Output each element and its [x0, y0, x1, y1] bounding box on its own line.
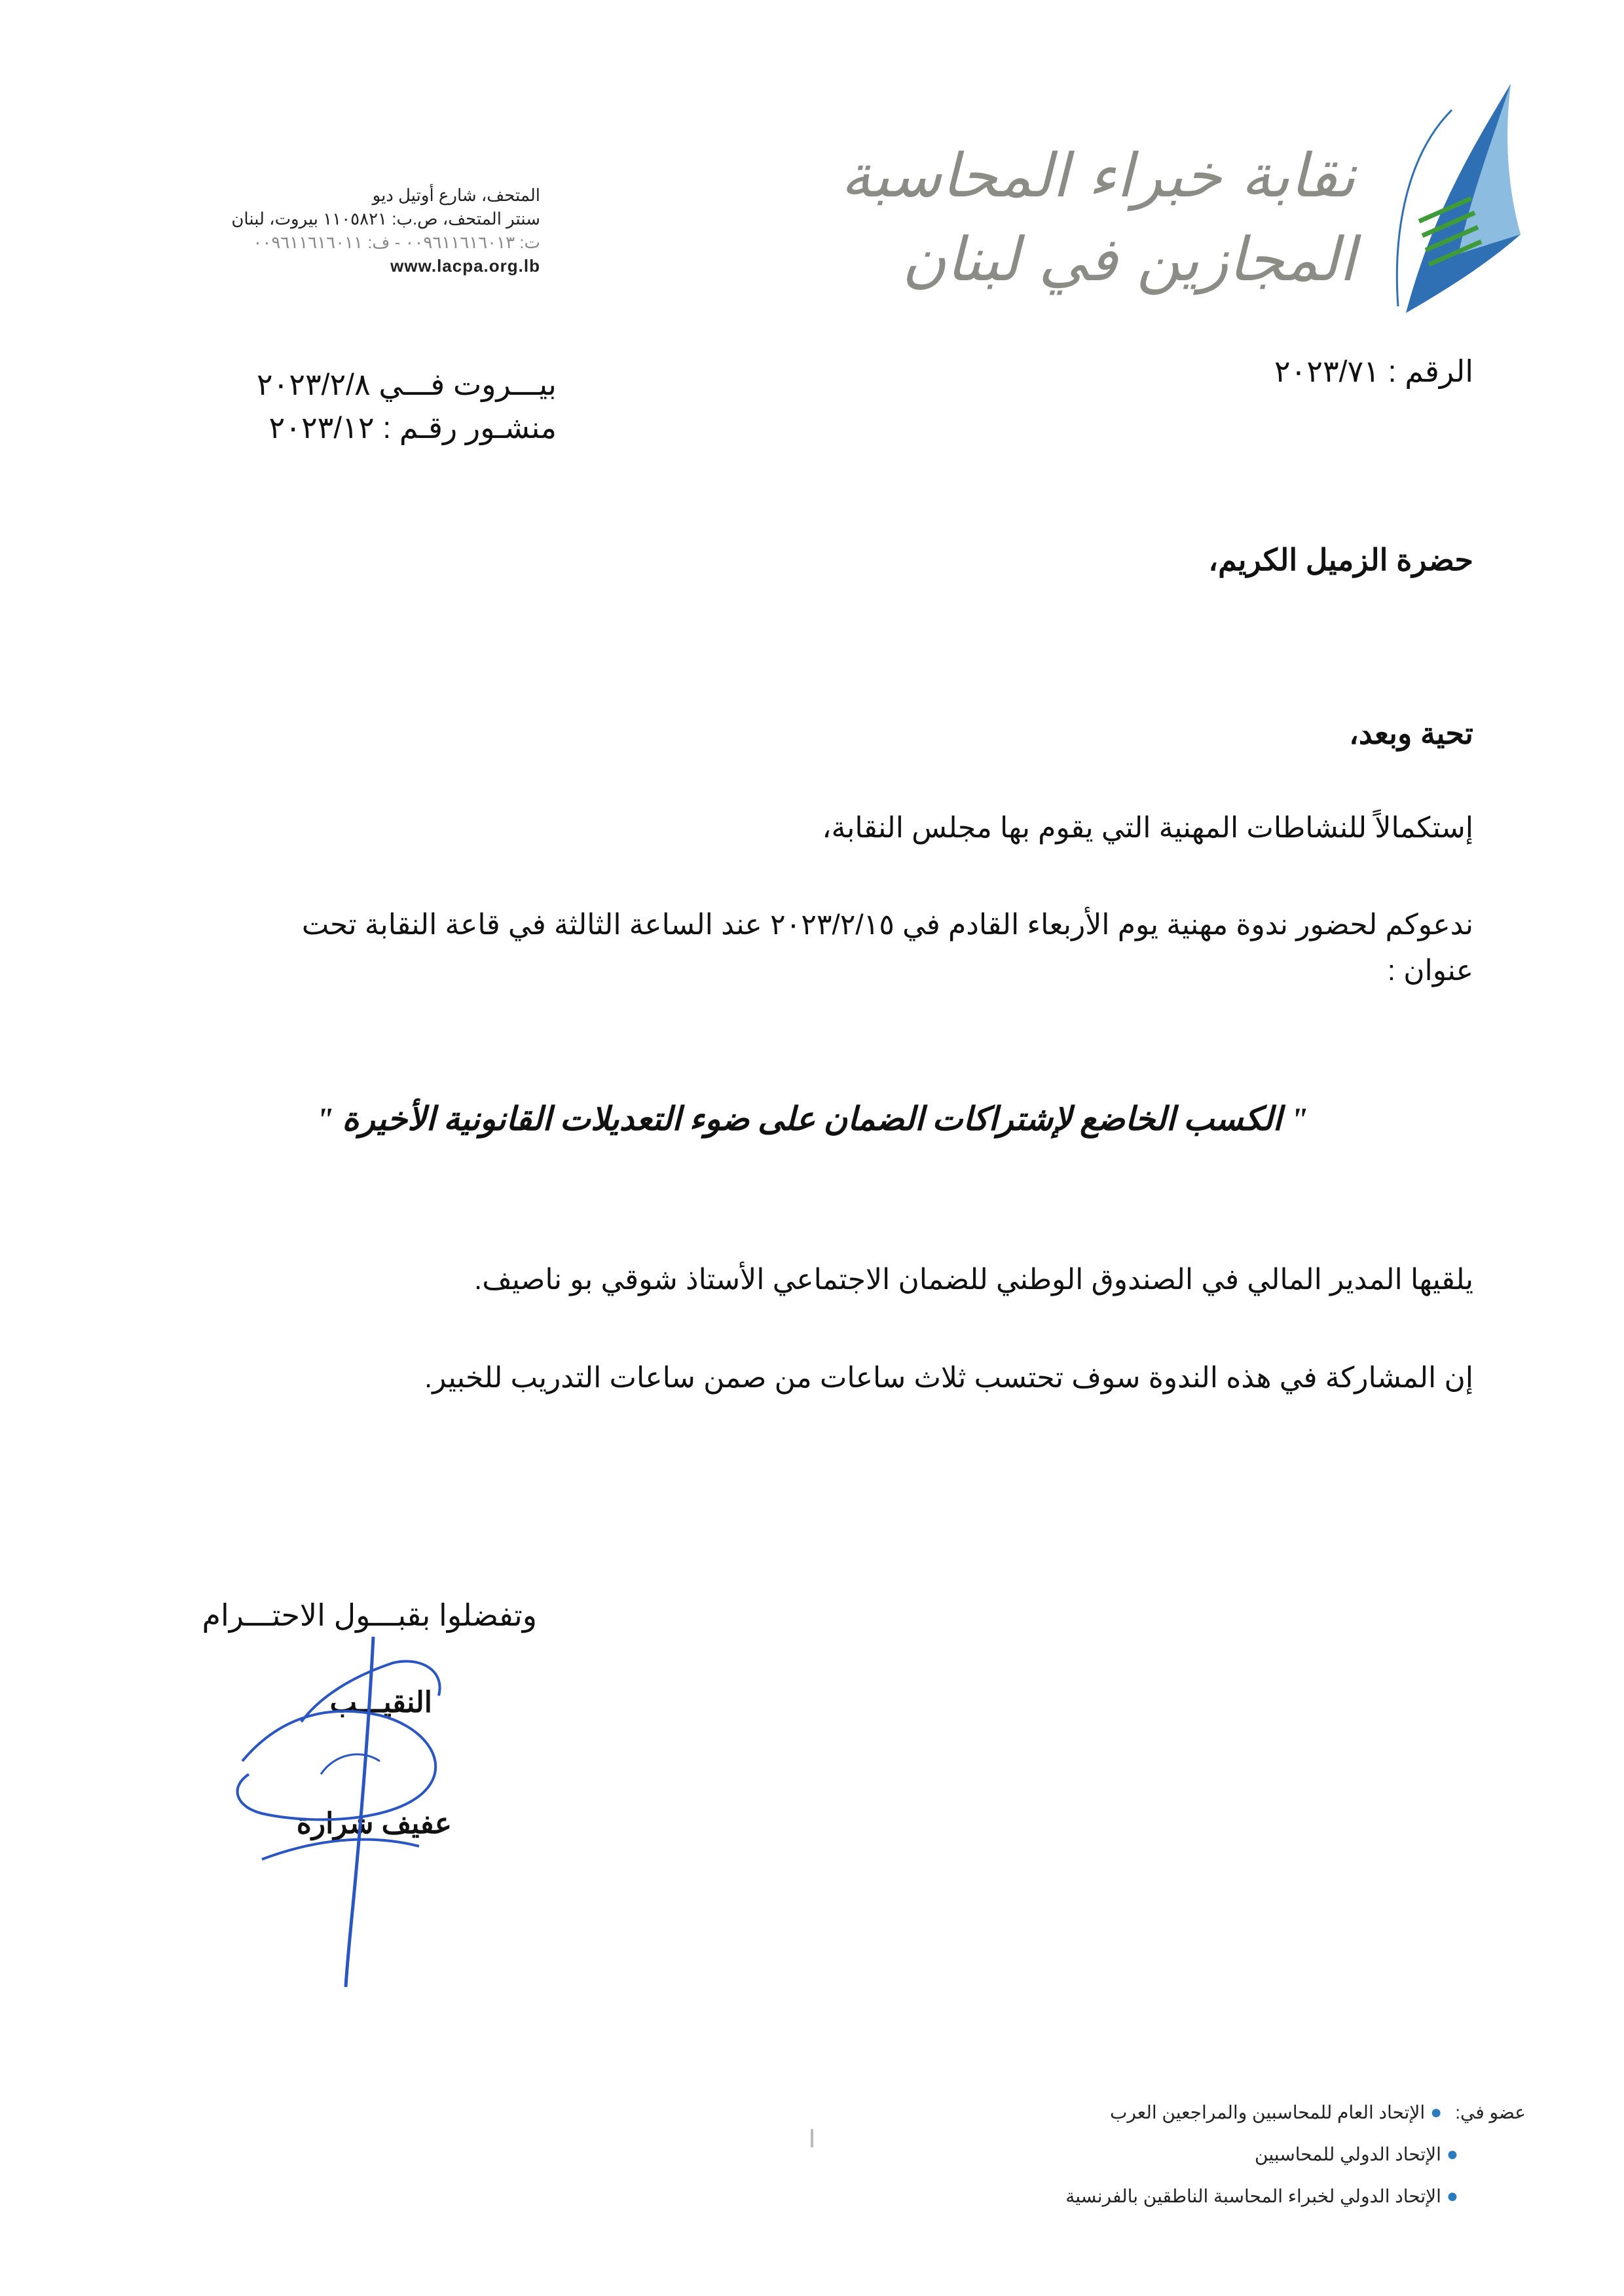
paragraph-invitation-line-1: ندعوكم لحضور ندوة مهنية يوم الأربعاء القادم في ٢٠٢٣/٢/١٥ عند الساعة الثالثة في قاعة النقابة تحت — [301, 909, 1473, 941]
bullet-icon: ● — [1430, 2102, 1443, 2123]
paragraph-invitation-line-2: عنوان : — [1387, 955, 1473, 987]
contact-block — [121, 183, 540, 278]
seminar-title: " الكسب الخاضع لإشتراكات الضمان على ضوء التعديلات القانونية الأخيرة " — [316, 1101, 1308, 1137]
contact-pobox: سنتر المتحف، ص.ب: ١١٠٥٨٢١ بيروت، لبنان — [231, 209, 540, 228]
contact-website: www.lacpa.org.lb — [390, 256, 540, 276]
contact-address: المتحف، شارع أوتيل ديو — [372, 185, 540, 205]
paragraph-training-hours: إن المشاركة في هذه الندوة سوف تحتسب ثلاث ساعات من صمن ساعات التدريب للخبير. — [424, 1362, 1473, 1394]
contact-phone-fax: ت: ٠٠٩٦١١٦١٦٠١٣ - ف: ٠٠٩٦١١٦١٦٠١١ — [253, 232, 540, 252]
membership-row-2 — [805, 2134, 1526, 2176]
paragraph-speaker: يلقيها المدير المالي في الصندوق الوطني للضمان الاجتماعي الأستاذ شوقي بو ناصيف. — [474, 1264, 1473, 1296]
closing-phrase: وتفضلوا بقبـــول الاحتـــرام — [202, 1598, 537, 1632]
paragraph-intro: إستكمالاً للنشاطات المهنية التي يقوم بها مجلس النقابة، — [822, 812, 1473, 844]
membership-item: الإتحاد الدولي للمحاسبين — [1255, 2144, 1441, 2164]
organization-name-line-1: نقابة خبراء المحاسبة — [840, 141, 1356, 211]
handwritten-signature-icon — [223, 1624, 471, 1990]
circular-number: منشـور رقـم : ٢٠٢٣/١٢ — [268, 410, 557, 445]
membership-row-3 — [805, 2176, 1526, 2217]
salutation: حضرة الزميل الكريم، — [1208, 543, 1473, 577]
memberships-footer — [805, 2092, 1526, 2217]
membership-item: الإتحاد العام للمحاسبين والمراجعين العرب — [1110, 2102, 1426, 2123]
place-date: بيـــروت فـــي ٢٠٢٣/٢/٨ — [256, 367, 557, 401]
organization-name — [819, 134, 1356, 302]
bullet-icon: ● — [1446, 2185, 1458, 2207]
membership-item: الإتحاد الدولي لخبراء المحاسبة الناطقين بالفرنسية — [1065, 2186, 1441, 2206]
greeting: تحية وبعد، — [1348, 716, 1473, 750]
organization-name-line-2: المجازين في لبنان — [902, 225, 1356, 295]
sail-logo-icon — [1393, 71, 1527, 326]
signer-name: عفيف شرارة — [296, 1808, 452, 1840]
membership-row-1 — [805, 2092, 1526, 2134]
bullet-icon: ● — [1446, 2143, 1458, 2165]
signer-title: النقيـــب — [329, 1686, 432, 1719]
member-of-label: عضو في: — [1455, 2102, 1526, 2123]
paragraph-invitation — [190, 902, 1473, 994]
reference-number: الرقم : ٢٠٢٣/٧١ — [1274, 354, 1473, 388]
